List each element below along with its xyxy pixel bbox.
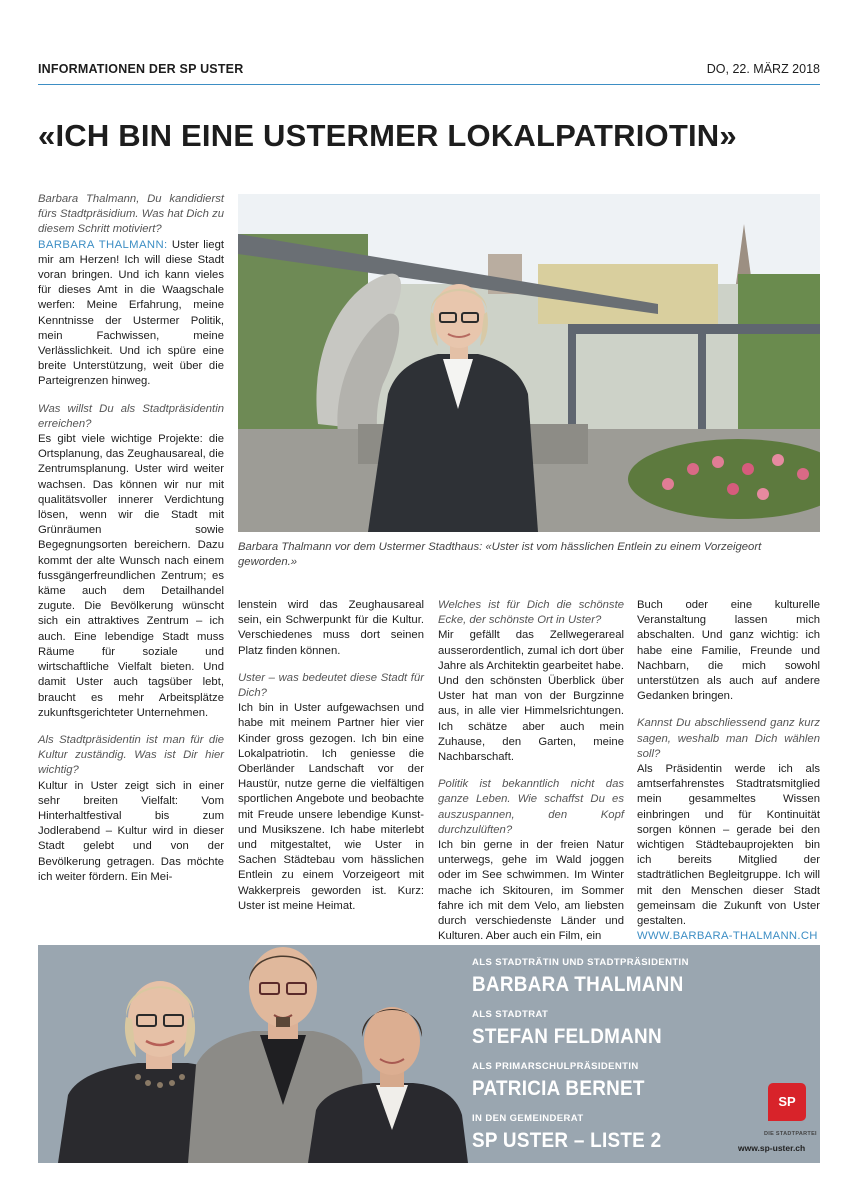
article-column-4: [637, 598, 820, 944]
answer-4: Ich bin in Uster aufgewachsen und habe mit meinem Partner hier vier Kinder gross gezogen. Ich bin eine Lokalpatriotin. Ich geniesse die Oberländer Landschaft vor der Haustür, nutze gerne die vielfältigen sportlichen Angebote und beobachte mit Freude unsere lebendige Kunst- und Musikszene. Ich habe miterlebt und mitgestaltet, wie Uster in Sachen Städtebau vom hässlichen Entlein zu einem Vorzeigeort mit Wakkerpreis geworden ist. Kurz: Uster ist meine Heimat.: [238, 702, 424, 912]
candidate-photo-illustration: [238, 194, 820, 532]
question-7: Kannst Du abschliessend ganz kurz sagen, weshalb man Dich wählen soll?: [637, 717, 820, 760]
role-2: ALS STADTRAT: [472, 1009, 549, 1020]
article-column-1: [38, 192, 224, 885]
question-5: Welches ist für Dich die schönste Ecke, der schönste Ort in Uster?: [438, 599, 624, 627]
answer-1-text: Uster liegt mir am Herzen! Ich will diese Stadt voran bringen. Und ich kann vieles für dieses Amt in die Waagschale werfen: Meine Erfahrung, meine Kenntnisse der Ustermer Politik, mein Fachwissen, meine Verlässlichkeit. Und ich spüre eine breite Unterstützung, weit über die Parteigrenzen hinweg.: [38, 238, 224, 388]
section-label: INFORMATIONEN DER SP USTER: [38, 62, 244, 76]
role-4: IN DEN GEMEINDERAT: [472, 1113, 584, 1124]
sp-logo-tagline: DIE STADTPARTEI: [764, 1131, 817, 1137]
answer-3-part-1: Kultur in Uster zeigt sich in einer sehr breiten Vielfalt: Vom Hinterhaltfestival bis zum Jodlerabend – Kultur wird in dieser Stadt gelebt und von der Bevölkerung getragen. Das möchte ich weiter fördern. Ein Mei-: [38, 779, 224, 883]
answer-1: [38, 238, 224, 390]
candidates-photo: [38, 945, 472, 1163]
list-name: SP USTER – LISTE 2: [472, 1129, 662, 1152]
header-divider: [38, 84, 820, 85]
answer-7: Als Präsidentin werde ich als amtserfahrenstes Stadtratsmitglied mein gesammeltes Wissen einbringen und für Kontinuität sorgen können – gerade bei den wichtigen Städtebauprojekten bin ich bereits Mitglied der stadträtlichen Begleitgruppe. Ich will mit den Menschen dieser Stadt gemeinsam die Zukunft von Uster gestalten.: [637, 763, 820, 928]
answer-6-part-2: Buch oder eine kulturelle Veranstaltung lassen mich abschalten. Und ganz wichtig: ich habe eine Familie, Freunde und Nachbarn, die mich sowohl unterstützen als auch auf andere Gedanken bringen.: [637, 599, 820, 703]
sp-logo: SP: [768, 1083, 806, 1121]
candidate-name-1: BARBARA THALMANN: [472, 973, 684, 996]
candidate-photo: [238, 194, 820, 532]
speaker-label: BARBARA THALMANN:: [38, 238, 168, 251]
answer-2: Es gibt viele wichtige Projekte: die Ortsplanung, das Zeughausareal, die Zentrumsplanung. Uster wird weiter wachsen. Das können wir nur mit qualitätsvoller innerer Verdichtung lösen, wenn wir die Stadt mit Grünräumen sowie Begegnungsorten bereichern. Dazu kommt der alte Wunsch nach einem fussgängerfreundlichen Zentrum; es käme auch dem Detailhandel zugute. Die Bevölkerung wünscht sich ein attraktives Zentrum – ich auch. Eine lebendige Stadt muss Räume für soziale und wirtschaftliche Vielfalt bieten. Und damit Uster auch tagsüber lebt, braucht es mehr Arbeitsplätze zukunftsgerichteter Unternehmen.: [38, 433, 224, 719]
question-3: Als Stadtpräsidentin ist man für die Kultur zuständig. Was ist Dir hier wichtig?: [38, 733, 224, 777]
role-1: ALS STADTRÄTIN UND STADTPRÄSIDENTIN: [472, 957, 689, 968]
candidate-name-3: PATRICIA BERNET: [472, 1077, 645, 1100]
answer-3-part-2: lenstein wird das Zeughausareal sein, ein Schwerpunkt für die Kultur. Verschiedenes muss dort seinen Platz finden können.: [238, 599, 424, 657]
issue-date: DO, 22. MÄRZ 2018: [706, 62, 820, 76]
candidate-name-2: STEFAN FELDMANN: [472, 1025, 662, 1048]
answer-5: Mir gefällt das Zellwegerareal ausserordentlich, zumal ich dort über Jahre als Architektin gearbeitet habe. Und den schönsten Überblick über Uster hat man von der Burgzinne aus, in alle vier Himmelsrichtungen. Ich schätze aber auch mein Zuhause, den Garten, meine Nachbarschaft.: [438, 629, 624, 764]
article-column-2: [238, 598, 424, 914]
article-column-3: [438, 598, 624, 944]
photo-caption: Barbara Thalmann vor dem Ustermer Stadthaus: «Uster ist vom hässlichen Entlein zu einem Vorzeigeort geworden.»: [238, 541, 762, 569]
answer-6-part-1: Ich bin gerne in der freien Natur unterwegs, gehe im Wald joggen oder im See schwimmen. Im Winter mache ich Skitouren, im Sommer fahre ich mit dem Velo, am liebsten durch verschiedenste Länder und Kulturen. Aber auch ein Film, ein: [438, 839, 624, 943]
question-4: Uster – was bedeutet diese Stadt für Dich?: [238, 671, 424, 700]
website-link[interactable]: WWW.BARBARA-THALMANN.CH: [637, 930, 818, 943]
question-6: Politik ist bekanntlich nicht das ganze Leben. Wie schaffst Du es auszuspannen, den Kopf durchzulüften?: [438, 778, 624, 836]
candidates-banner: [38, 945, 820, 1163]
headline: «ICH BIN EINE USTERMER LOKALPATRIOTIN»: [38, 118, 737, 153]
role-3: ALS PRIMARSCHULPRÄSIDENTIN: [472, 1061, 639, 1072]
question-2: Was willst Du als Stadtpräsidentin erreichen?: [38, 402, 224, 430]
sp-website[interactable]: www.sp-uster.ch: [738, 1143, 806, 1153]
question-1: Barbara Thalmann, Du kandidierst fürs Stadtpräsidium. Was hat Dich zu diesem Schritt motiviert?: [38, 193, 224, 236]
